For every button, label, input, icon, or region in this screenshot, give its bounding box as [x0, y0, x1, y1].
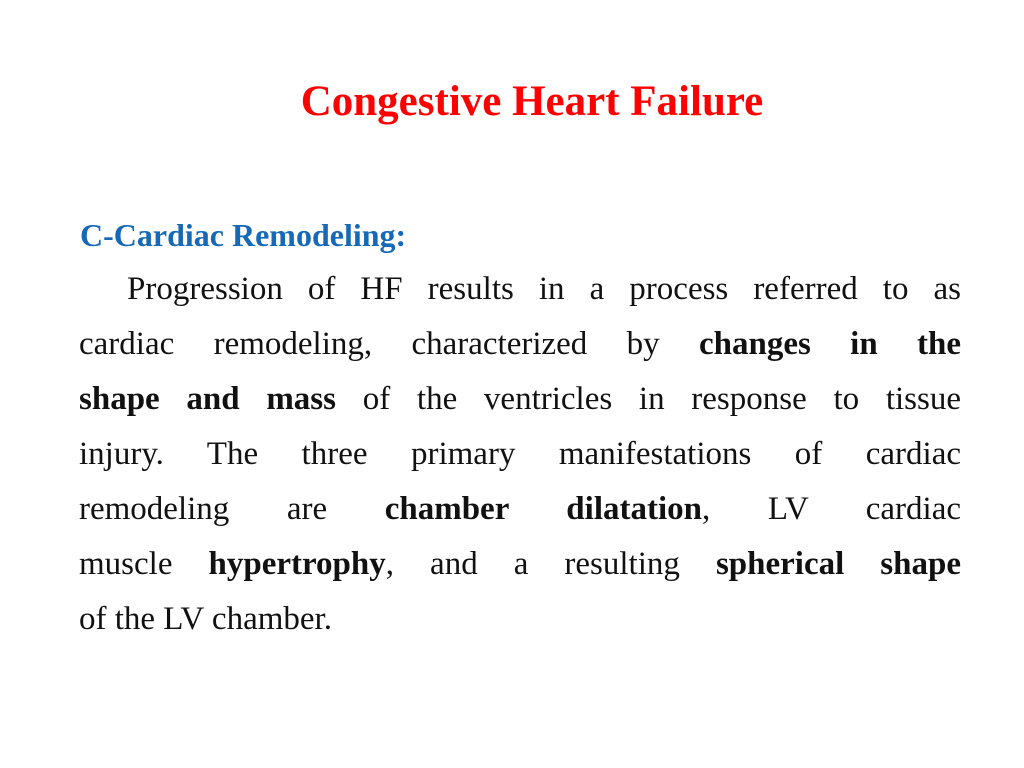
- bold-phrase: shape and mass: [79, 381, 336, 417]
- paragraph-line-7: [79, 592, 961, 647]
- text-run: , LV cardiac: [702, 491, 961, 527]
- bold-phrase: spherical shape: [715, 546, 961, 582]
- paragraph-line-6: [79, 537, 961, 592]
- slide-title: Congestive Heart Failure: [300, 78, 764, 125]
- paragraph-line-1: [79, 262, 961, 317]
- text-run: cardiac remodeling, characterized by: [79, 326, 699, 362]
- text-run: of the LV chamber.: [79, 601, 332, 637]
- text-run: , and a resulting: [385, 546, 716, 582]
- section-heading: C-Cardiac Remodeling:: [80, 217, 407, 253]
- text-run: remodeling are: [79, 491, 385, 527]
- text-run: of the ventricles in response to tissue: [336, 381, 962, 417]
- text-run: muscle: [79, 546, 209, 582]
- paragraph-line-4: [79, 427, 961, 482]
- paragraph-line-3: [79, 372, 961, 427]
- bold-phrase: changes in the: [698, 326, 961, 362]
- bold-phrase: hypertrophy: [208, 546, 386, 582]
- paragraph-line-2: [79, 317, 961, 372]
- text-run: injury. The three primary manifestations of cardiac: [79, 436, 961, 472]
- paragraph-line-5: [79, 482, 961, 537]
- bold-phrase: chamber dilatation: [384, 491, 702, 527]
- text-run: Progression of HF results in a process referred to as: [127, 271, 961, 307]
- body-paragraph: [79, 262, 961, 647]
